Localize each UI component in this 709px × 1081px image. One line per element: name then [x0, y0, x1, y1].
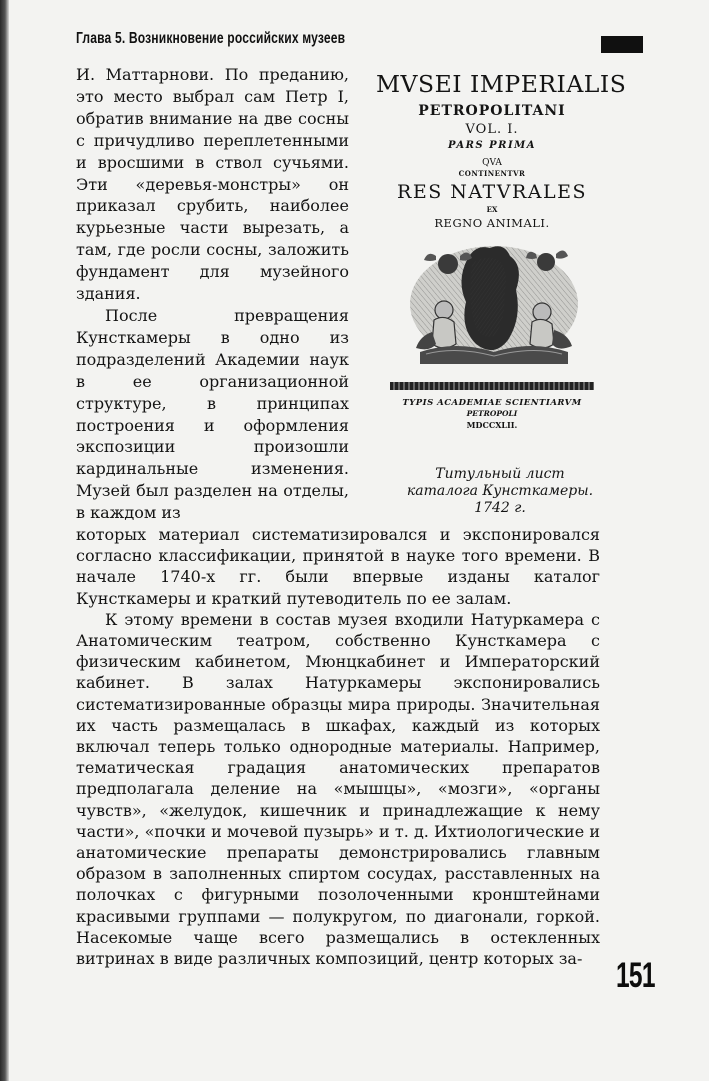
- caption-line: Титульный лист: [435, 466, 565, 482]
- title-page-res: RES NATVRALES: [397, 181, 587, 203]
- column-text: [76, 64, 349, 524]
- caption-line: каталога Кунсткамеры.: [406, 483, 594, 499]
- figure-caption: [393, 466, 607, 517]
- title-page-continentur: CONTINENTVR: [458, 169, 526, 178]
- caption-line: 1742 г.: [474, 500, 526, 516]
- paragraph: которых материал систематизировался и экспонировался согласно классификации, принятой в науке того времени. В начале 1740-х гг. были впервые изданы каталог Кунсткамеры и краткий путеводитель по ее залам.: [76, 525, 600, 608]
- title-page-ex: EX: [486, 205, 498, 214]
- running-head-block: [601, 36, 643, 53]
- page-number: 151: [616, 956, 655, 995]
- title-page-petropoli: PETROPOLI: [466, 409, 518, 418]
- title-page-volume: VOL. I.: [465, 122, 519, 137]
- paragraph: После превращения Кунсткамеры в одно из подразделений Академии наук в ее организационной структуре, в принципах построения и оформления экспозиции произошли кардинальные изменения. Музей был разделен на отделы, в каждом из: [76, 305, 349, 523]
- title-page-regno: REGNO ANIMALI.: [434, 216, 550, 230]
- paragraph: И. Маттарнови. По преданию, это место выбрал сам Петр I, обратив внимание на две сосны с причудливо переплетенными и вросшими в ствол сучьями. Эти «деревья-монстры» он приказал срубить, наиболее курьезные части вырезать, а там, где росли сосны, заложить фундамент для музейного здания.: [76, 65, 349, 304]
- title-page-figure: [376, 64, 627, 444]
- engraving-illustration: [406, 240, 582, 364]
- paragraph: К этому времени в состав музея входили Натуркамера с Анатомическим театром, собственно Кунсткамера с физическим кабинетом, Мюнцкабинет и Императорский кабинет. В залах Натуркамеры экспонировались систематизированные образцы мира природы. Значительная их часть размещалась в шкафах, каждый из которых включал теперь только однородные материалы. Например, тематическая градация анатомических препаратов предполагала деление на «мышцы», «мозги», «органы чувств», «желудок, кишечник и принадлежащие к нему части», «почки и мочевой пузырь» и т. д. Ихтиологические и анатомические препараты демонстрировались главным образом в заполненных спиртом сосудах, расставленных на полочках с фигурными позолоченными кронштейнами красивыми группами — полукругом, по диагонали, горкой. Насекомые чаще всего размещались в остекленных витринах в виде различных композиций, центр которых за-: [76, 609, 600, 969]
- body-text: [76, 524, 600, 969]
- book-spine-edge: [0, 0, 9, 1081]
- title-page-typis: TYPIS ACADEMIAE SCIENTIARVM: [402, 398, 582, 408]
- title-page-pars: PARS PRIMA: [448, 140, 536, 151]
- title-page-qua: QVA: [482, 158, 502, 168]
- title-page-rule: [390, 382, 594, 390]
- title-page-title: MVSEI IMPERIALIS: [376, 70, 627, 98]
- title-page-year: MDCCXLII.: [466, 420, 518, 430]
- title-page-subtitle: PETROPOLITANI: [418, 103, 566, 119]
- running-head: Глава 5. Возникновение российских музеев: [76, 30, 346, 47]
